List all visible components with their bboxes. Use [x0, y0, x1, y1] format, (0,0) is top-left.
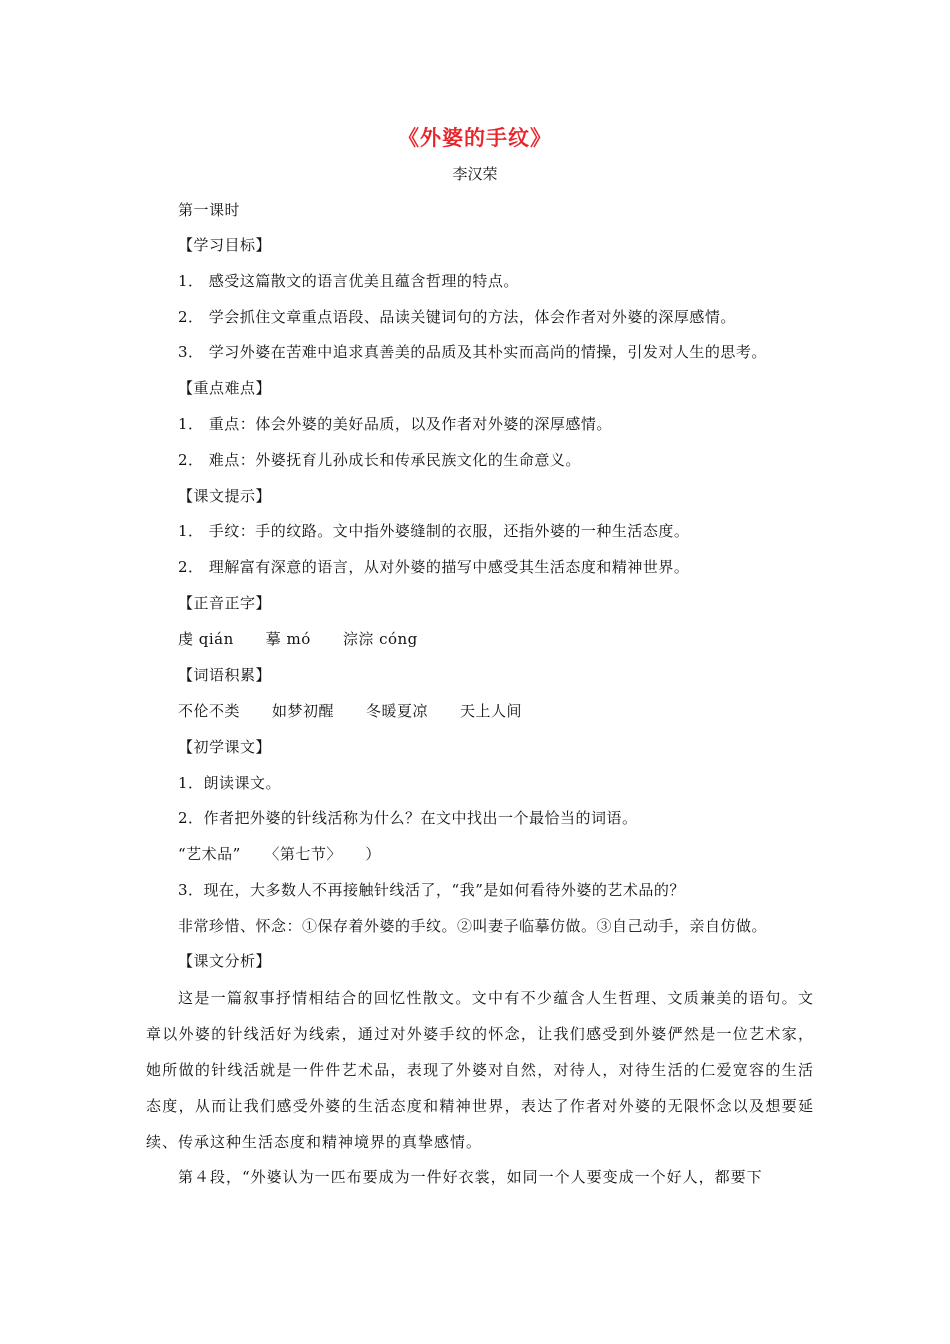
key-item: 1． 重点：体会外婆的美好品质，以及作者对外婆的深厚感情。 — [178, 415, 612, 433]
analysis-paragraph: 这是一篇叙事抒情相结合的回忆性散文。文中有不少蕴含人生哲理、文质兼美的语句。文章以外婆的针线活好为线索，通过对外婆手纹的怀念，让我们感受到外婆俨然是一位艺术家，她所做的针线活就是一件件艺术品，表现了外婆对自然，对待人，对待生活的仁爱宽容的生活态度，从而让我们感受外婆的生活态度和精神世界，表达了作者对外婆的无限怀念以及想要延续、传承这种生活态度和精神境界的真挚感情。 — [146, 989, 814, 1151]
pron-item: 淙淙 cóng — [342, 630, 418, 648]
pron-heading: 【正音正字】 — [178, 594, 272, 612]
analysis-paragraph: 第４段，“外婆认为一匹布要成为一件好衣裳，如同一个人要变成一个好人，都要下 — [178, 1168, 763, 1186]
goal-item: 3． 学习外婆在苦难中追求真善美的品质及其朴实而高尚的情操，引发对人生的思考。 — [178, 343, 767, 361]
hint-item: 1． 手纹：手的纹路。文中指外婆缝制的衣服，还指外婆的一种生活态度。 — [178, 522, 690, 540]
key-heading: 【重点难点】 — [178, 379, 272, 397]
first-heading: 【初学课文】 — [178, 738, 272, 756]
lesson-label: 第一课时 — [178, 201, 241, 219]
first-item: 2．作者把外婆的针线活称为什么？在文中找出一个最恰当的词语。 — [178, 809, 638, 827]
vocab-heading: 【词语积累】 — [178, 666, 272, 684]
goals-heading: 【学习目标】 — [178, 236, 272, 254]
goal-item: 2． 学会抓住文章重点语段、品读关键词句的方法，体会作者对外婆的深厚感情。 — [178, 308, 736, 326]
author-name: 李汉荣 — [452, 165, 498, 183]
pron-item: 虔 qián — [178, 630, 234, 648]
key-item: 2． 难点：外婆抚育儿孙成长和传承民族文化的生命意义。 — [178, 451, 581, 469]
vocab-row — [178, 700, 522, 721]
first-item: 非常珍惜、怀念：①保存着外婆的手纹。②叫妻子临摹仿做。③自己动手，亲自仿做。 — [178, 917, 768, 935]
pron-item: 摹 mó — [265, 630, 311, 648]
vocab-item: 冬暖夏凉 — [366, 702, 429, 720]
vocab-item: 天上人间 — [460, 702, 523, 720]
first-item: 3．现在，大多数人不再接触针线活了，“我”是如何看待外婆的艺术品的？ — [178, 881, 685, 899]
first-item: 1．朗读课文。 — [178, 774, 282, 792]
vocab-item: 不伦不类 — [178, 702, 241, 720]
document-title: 《外婆的手纹》 — [398, 125, 552, 150]
goal-item: 1． 感受这篇散文的语言优美且蕴含哲理的特点。 — [178, 272, 519, 290]
first-item: “艺术品” 〈第七节〉 ） — [178, 845, 381, 863]
analysis-heading: 【课文分析】 — [178, 952, 272, 970]
vocab-item: 如梦初醒 — [272, 702, 335, 720]
hint-item: 2． 理解富有深意的语言，从对外婆的描写中感受其生活态度和精神世界。 — [178, 558, 690, 576]
pron-row — [178, 628, 418, 649]
hint-heading: 【课文提示】 — [178, 487, 272, 505]
